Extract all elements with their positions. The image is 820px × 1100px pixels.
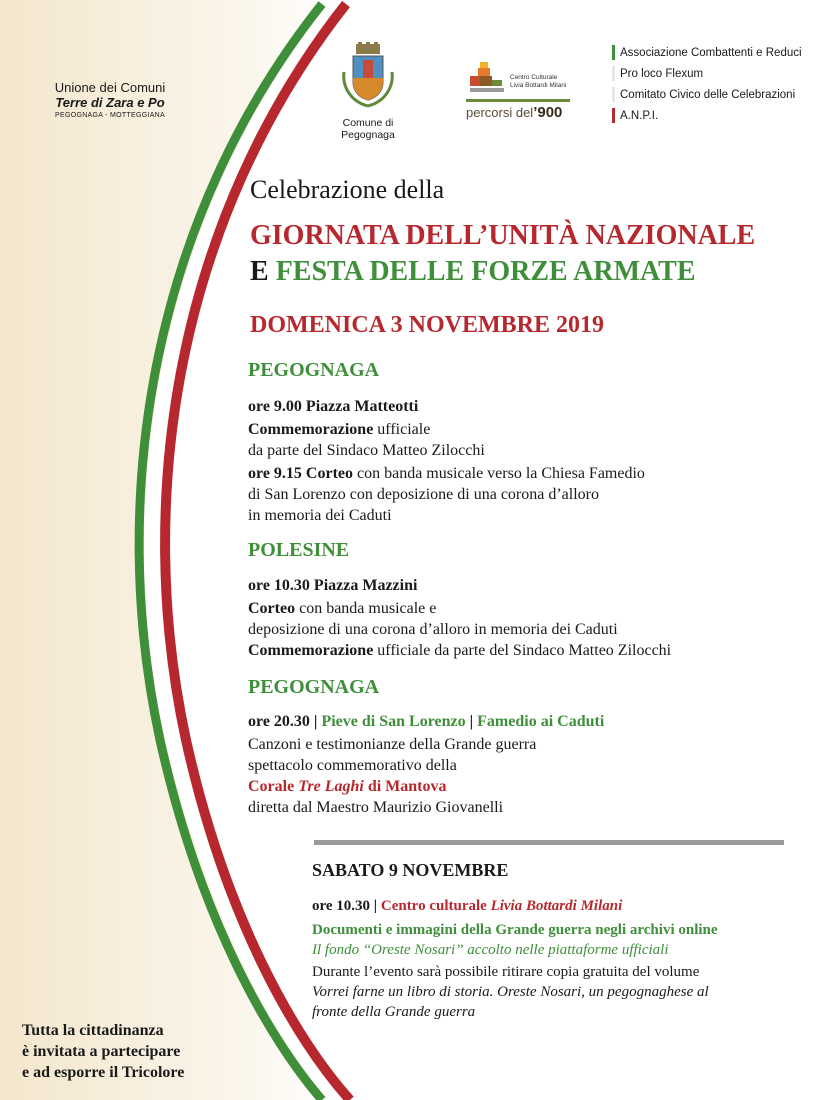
separator: | (313, 713, 318, 730)
association-name: A.N.P.I. (620, 109, 659, 122)
section-divider (314, 840, 784, 845)
corale-line (248, 776, 604, 797)
sabato-time: ore 10.30 (312, 898, 371, 914)
sabato-subtitle: Il fondo “Oreste Nosari” accolto nelle piattaforme ufficiali (312, 942, 669, 958)
centro-line1: Centro Culturale (510, 74, 558, 81)
corteo-time: ore 9.15 Corteo (248, 465, 353, 482)
association-name: Comitato Civico delle Celebrazioni (620, 88, 796, 101)
section-polesine (248, 575, 671, 661)
corteo-rest: con banda musicale verso la Chiesa Famedio (357, 465, 645, 482)
place2: Famedio ai Caduti (477, 713, 605, 730)
town-heading-pegognaga: PEGOGNAGA (248, 359, 380, 381)
white-bar (612, 66, 615, 81)
town-heading-pegognaga-evening: PEGOGNAGA (248, 676, 380, 698)
title-line1: Celebrazione della (250, 175, 445, 204)
sabato-header: SABATO 9 NOVEMBRE (312, 860, 509, 880)
corale-c: di Mantova (367, 778, 447, 795)
corteo-line (248, 598, 671, 619)
percorsi-logo (466, 60, 586, 121)
union-name-line1: Unione dei Comuni (54, 80, 166, 95)
union-name-line2: Terre di Zara e Po (55, 95, 165, 110)
association-row (612, 105, 802, 126)
corteo-rest: con banda musicale e (299, 600, 437, 617)
building-blocks-icon (466, 60, 508, 96)
separator: | (373, 898, 378, 914)
association-row (612, 63, 802, 84)
evening-line1: Canzoni e testimonianze della Grande guerra (248, 736, 537, 753)
union-name-line3: PEGOGNAGA - MOTTEGGIANA (55, 112, 165, 119)
coat-of-arms-icon (338, 42, 398, 110)
percorsi-text (466, 104, 586, 121)
centro-line2: Livia Bottardi Milani (510, 82, 567, 89)
comm-line (248, 640, 671, 661)
comm-rest: ufficiale (377, 421, 431, 438)
section-pegognaga-evening (248, 711, 604, 818)
separator: | (469, 713, 474, 730)
green-bar (612, 45, 615, 60)
section-pegognaga-morning (248, 396, 645, 526)
union-logo (40, 80, 180, 119)
sabato-time-place (312, 896, 782, 916)
percorsi-apostrophe: ’ (533, 104, 538, 121)
association-name: Associazione Combattenti e Reduci (620, 46, 802, 59)
corale-a: Corale (248, 778, 295, 795)
title-line3-rest: FESTA DELLE FORZE ARMATE (275, 256, 696, 287)
place1: Pieve di San Lorenzo (321, 713, 466, 730)
title-line3 (250, 256, 696, 288)
percorsi-year: 900 (537, 104, 563, 121)
town-heading-polesine: POLESINE (248, 539, 350, 561)
title-line2: GIORNATA DELL’UNITÀ NAZIONALE (250, 220, 756, 251)
sabato-book-line1: Vorrei farne un libro di storia. Oreste Nosari, un pegognaghese al (312, 984, 709, 1000)
invitation-block (22, 1020, 184, 1083)
corteo-line (248, 463, 645, 484)
evening-line2: spettacolo commemorativo della (248, 757, 457, 774)
evening-line4: diretta dal Maestro Maurizio Giovanelli (248, 799, 504, 816)
association-row (612, 84, 802, 105)
invite-line2: è invitata a partecipare (22, 1043, 181, 1060)
invite-line1: Tutta la cittadinanza (22, 1022, 164, 1039)
time-place: ore 10.30 Piazza Mazzini (248, 577, 418, 594)
corteo-bold: Corteo (248, 600, 296, 617)
comm-rest: ufficiale da parte del Sindaco Matteo Zilocchi (377, 642, 672, 659)
comune-caption: Comune di Pegognaga (341, 117, 395, 141)
corteo-line3: in memoria dei Caduti (248, 507, 392, 524)
polesine-line2: deposizione di una corona d’alloro in memoria dei Caduti (248, 621, 618, 638)
comm-bold: Commemorazione (248, 421, 374, 438)
title-line3-prefix: E (250, 256, 269, 287)
comm-line2: da parte del Sindaco Matteo Zilocchi (248, 442, 485, 459)
sabato-desc: Durante l’evento sarà possibile ritirare copia gratuita del volume (312, 964, 700, 980)
comm-line (248, 419, 645, 440)
sabato-book-line2: fronte della Grande guerra (312, 1004, 476, 1020)
sabato-place-a: Centro culturale (380, 898, 487, 914)
association-name: Pro loco Flexum (620, 67, 704, 80)
associations-list (612, 42, 802, 126)
corteo-line2: di San Lorenzo con deposizione di una corona d’alloro (248, 486, 599, 503)
sabato-place-b: Livia Bottardi Milani (490, 898, 623, 914)
sabato-title: Documenti e immagini della Grande guerra negli archivi online (312, 922, 718, 938)
association-row (612, 42, 802, 63)
red-bar (612, 108, 615, 123)
percorsi-label: percorsi del (466, 105, 534, 120)
time: ore 20.30 (248, 713, 310, 730)
white-bar (612, 87, 615, 102)
time-place-line (248, 711, 604, 732)
invite-line3: e ad esporre il Tricolore (22, 1064, 185, 1081)
comm-bold: Commemorazione (248, 642, 374, 659)
comune-logo (318, 42, 418, 141)
time-place: ore 9.00 Piazza Matteotti (248, 398, 419, 415)
corale-b: Tre Laghi (298, 778, 364, 795)
event-date: DOMENICA 3 NOVEMBRE 2019 (250, 312, 605, 338)
section-sabato (312, 896, 782, 1022)
